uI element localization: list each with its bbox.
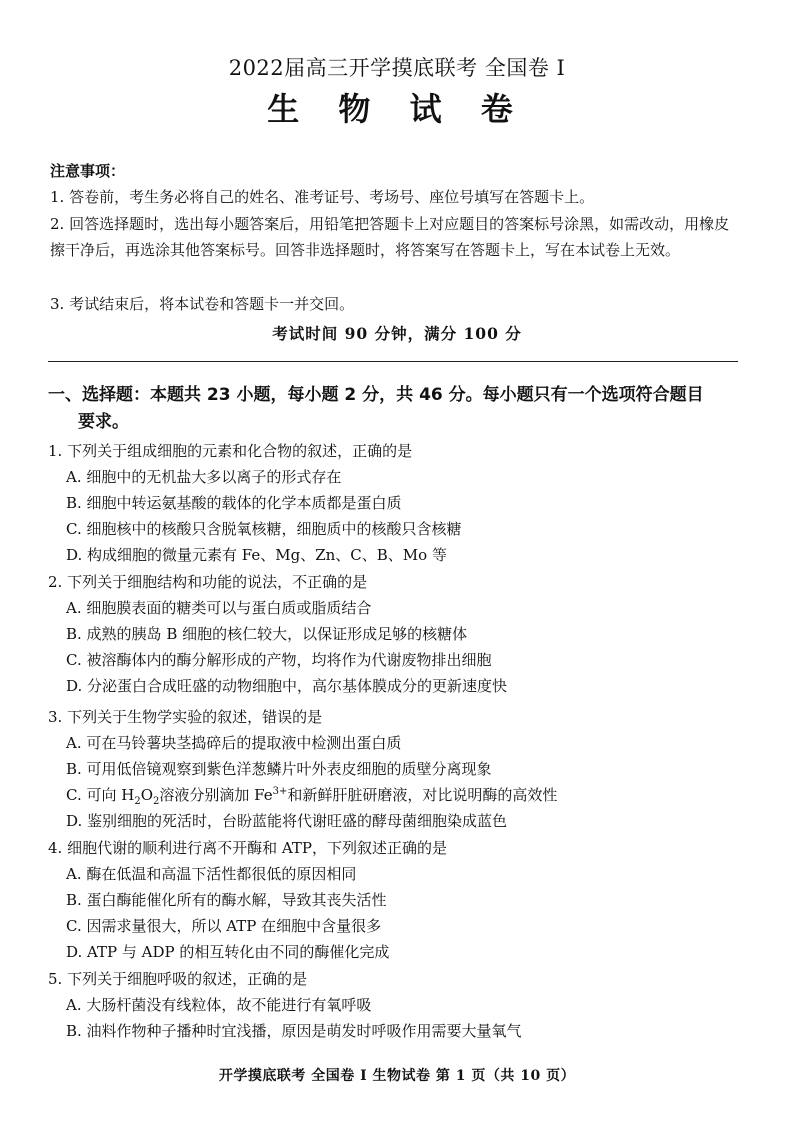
option-d: D. 分泌蛋白合成旺盛的动物细胞中，高尔基体膜成分的更新速度快 [66, 677, 508, 695]
question-5 [48, 966, 748, 1044]
divider-line [48, 361, 738, 362]
question-stem: 4. 细胞代谢的顺利进行离不开酶和 ATP，下列叙述正确的是 [48, 839, 447, 857]
exam-time-info: 考试时间 90 分钟，满分 100 分 [272, 324, 522, 343]
exam-title: 2022届高三开学摸底联考 全国卷 I [228, 56, 566, 80]
option-a: A. 可在马铃薯块茎捣碎后的提取液中检测出蛋白质 [66, 734, 402, 752]
option-c: C. 被溶酶体内的酶分解形成的产物，均将作为代谢废物排出细胞 [66, 651, 492, 669]
option-b: B. 蛋白酶能催化所有的酶水解，导致其丧失活性 [66, 891, 387, 909]
notice-item-1: 1. 答卷前，考生务必将自己的姓名、准考证号、考场号、座位号填写在答题卡上。 [50, 188, 595, 206]
option-d: D. 鉴别细胞的死活时，台盼蓝能将代谢旺盛的酵母菌细胞染成蓝色 [66, 812, 508, 830]
option-b: B. 油料作物种子播种时宜浅播，原因是萌发时呼吸作用需要大量氧气 [66, 1022, 522, 1040]
section-heading [48, 382, 738, 436]
question-4 [48, 835, 748, 965]
option-a: A. 大肠杆菌没有线粒体，故不能进行有氧呼吸 [66, 996, 372, 1014]
question-stem: 1. 下列关于组成细胞的元素和化合物的叙述，正确的是 [48, 442, 413, 460]
question-stem: 3. 下列关于生物学实验的叙述，错误的是 [48, 708, 323, 726]
option-b: B. 细胞中转运氨基酸的载体的化学本质都是蛋白质 [66, 494, 402, 512]
question-3 [48, 704, 748, 834]
question-stem: 5. 下列关于细胞呼吸的叙述，正确的是 [48, 970, 308, 988]
notice-heading: 注意事项： [50, 162, 126, 180]
option-c: C. 可向 $H_2O_2$溶液分别滴加 $Fe^{3+}$和新鲜肝脏研磨液，对比说明酶的高效性 [66, 786, 558, 807]
notice-item-3: 3. 考试结束后，将本试卷和答题卡一并交回。 [50, 295, 355, 313]
page-footer: 开学摸底联考 全国卷 I 生物试卷 第 1 页（共 10 页） [218, 1068, 576, 1084]
option-d: D. ATP 与 ADP 的相互转化由不同的酶催化完成 [66, 943, 390, 961]
option-c: C. 因需求量很大，所以 ATP 在细胞中含量很多 [66, 917, 382, 935]
option-c: C. 细胞核中的核酸只含脱氧核糖，细胞质中的核酸只含核糖 [66, 520, 462, 538]
question-1 [48, 438, 748, 568]
option-d: D. 构成细胞的微量元素有 Fe、Mg、Zn、C、B、Mo 等 [66, 546, 447, 564]
notice-item-2: 2. 回答选择题时，选出每小题答案后，用铅笔把答题卡上对应题目的答案标号涂黑，如需改动，用橡皮擦干净后，再选涂其他答案标号。回答非选择题时，将答案写在答题卡上，写在本试卷上无效。 [50, 215, 730, 259]
section-heading-line1: 一、选择题：本题共 23 小题，每小题 2 分，共 46 分。每小题只有一个选项符合题目 [48, 385, 704, 405]
subject-title: 生 物 试 卷 [267, 90, 527, 128]
option-b: B. 可用低倍镜观察到紫色洋葱鳞片叶外表皮细胞的质壁分离现象 [66, 760, 492, 778]
option-a: A. 酶在低温和高温下活性都很低的原因相同 [66, 865, 357, 883]
option-a: A. 细胞膜表面的糖类可以与蛋白质或脂质结合 [66, 599, 372, 617]
option-a: A. 细胞中的无机盐大多以离子的形式存在 [66, 468, 342, 486]
question-stem: 2. 下列关于细胞结构和功能的说法，不正确的是 [48, 573, 368, 591]
question-2 [48, 569, 748, 699]
section-heading-line2: 要求。 [78, 412, 129, 432]
option-b: B. 成熟的胰岛 B 细胞的核仁较大，以保证形成足够的核糖体 [66, 625, 468, 643]
